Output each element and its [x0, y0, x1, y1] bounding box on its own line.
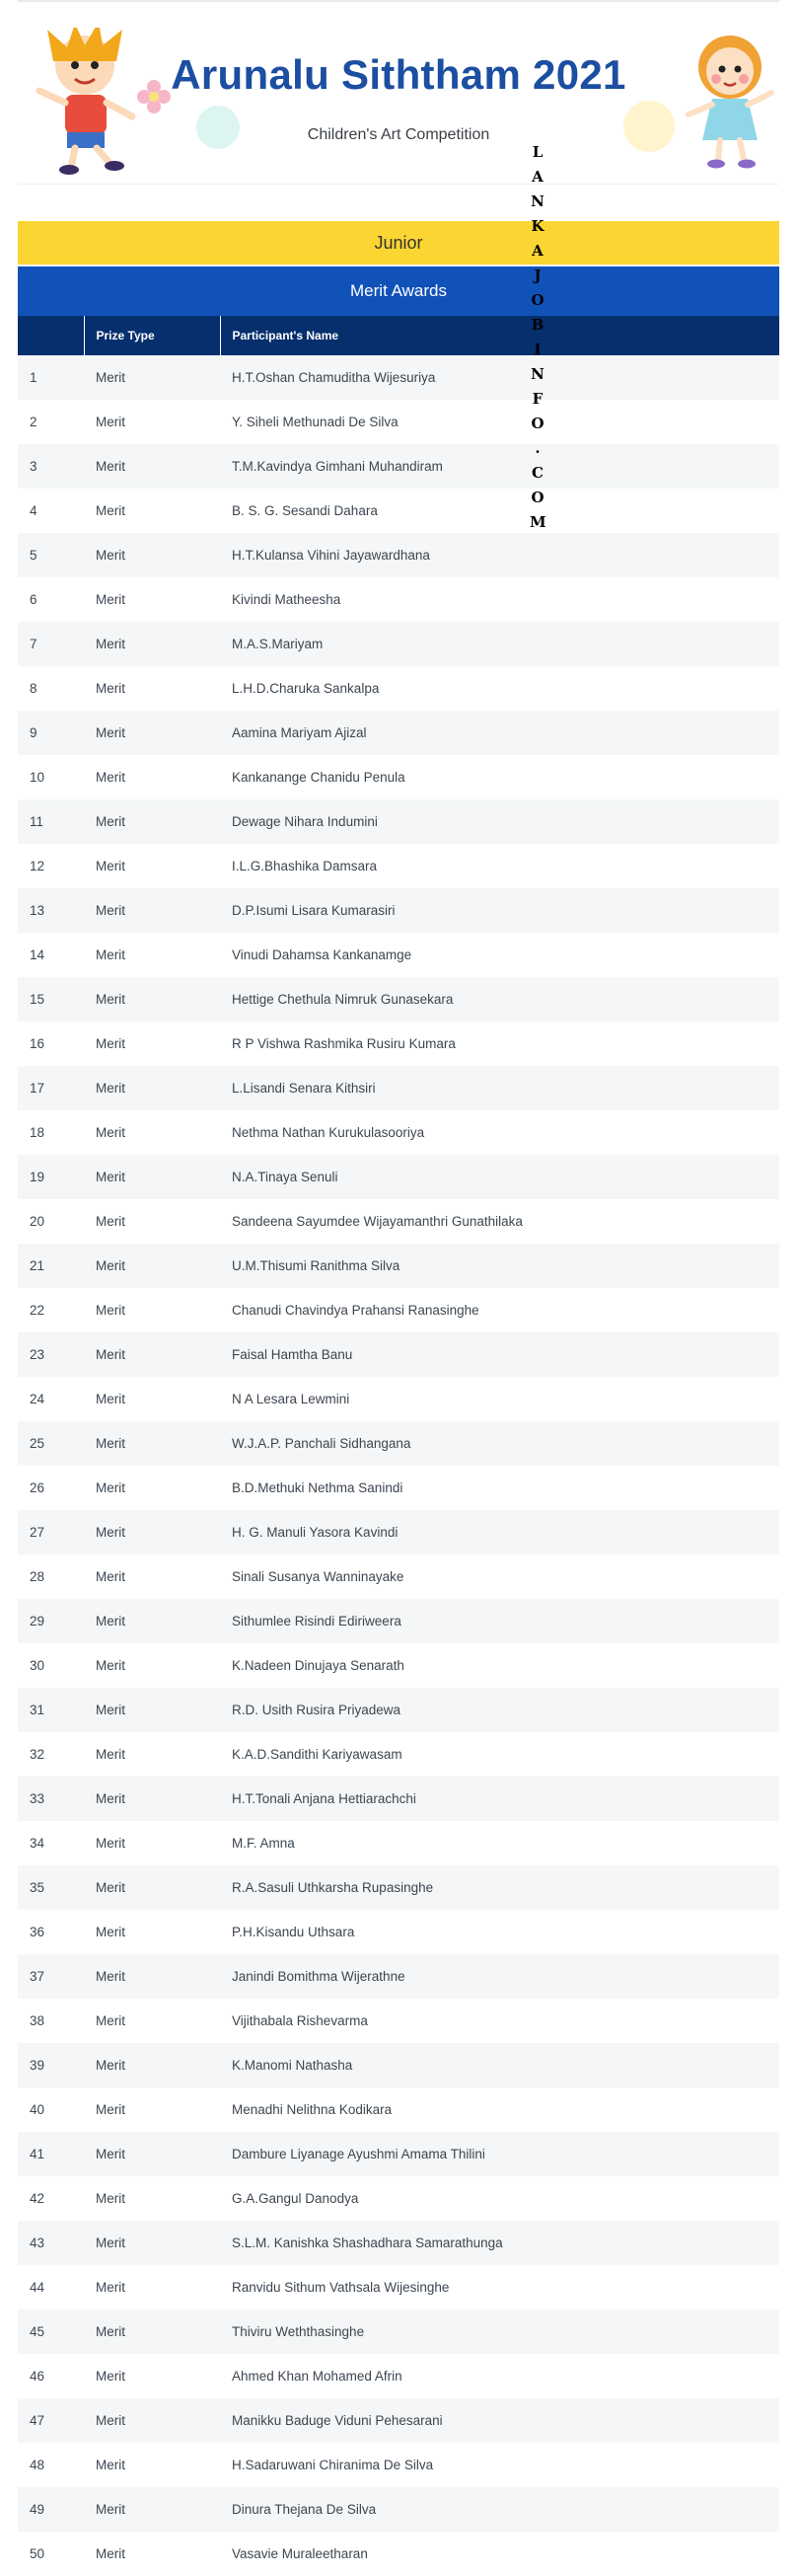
row-number-cell: 29: [18, 1599, 84, 1643]
table-row: [18, 1377, 779, 1421]
row-number-cell: 20: [18, 1199, 84, 1244]
table-row: [18, 2532, 779, 2576]
column-header-number: [18, 316, 84, 355]
participant-name-cell: Dambure Liyanage Ayushmi Amama Thilini: [220, 2132, 779, 2176]
participant-name-cell: Nethma Nathan Kurukulasooriya: [220, 1110, 779, 1155]
participant-name-cell: W.J.A.P. Panchali Sidhangana: [220, 1421, 779, 1466]
participant-name-cell: Vijithabala Rishevarma: [220, 1999, 779, 2043]
table-row: [18, 933, 779, 977]
row-number-cell: 27: [18, 1510, 84, 1554]
row-number-cell: 28: [18, 1554, 84, 1599]
row-number-cell: 19: [18, 1155, 84, 1199]
prize-type-cell: Merit: [84, 2043, 220, 2087]
watermark-letter: M: [530, 513, 546, 531]
participant-name-cell: H.T.Kulansa Vihini Jayawardhana: [220, 533, 779, 577]
watermark-letter: A: [532, 168, 544, 186]
prize-type-cell: Merit: [84, 2310, 220, 2354]
top-divider: [18, 0, 779, 2]
table-row: [18, 1554, 779, 1599]
row-number-cell: 1: [18, 355, 84, 400]
prize-type-cell: Merit: [84, 489, 220, 533]
table-row: [18, 1199, 779, 1244]
prize-type-cell: Merit: [84, 1110, 220, 1155]
row-number-cell: 17: [18, 1066, 84, 1110]
prize-type-cell: Merit: [84, 400, 220, 444]
prize-type-cell: Merit: [84, 355, 220, 400]
participant-name-cell: L.H.D.Charuka Sankalpa: [220, 666, 779, 711]
participant-name-cell: S.L.M. Kanishka Shashadhara Samarathunga: [220, 2221, 779, 2265]
row-number-cell: 15: [18, 977, 84, 1022]
row-number-cell: 12: [18, 844, 84, 888]
prize-type-cell: Merit: [84, 844, 220, 888]
participant-name-cell: R.A.Sasuli Uthkarsha Rupasinghe: [220, 1865, 779, 1910]
watermark-letter: L: [532, 143, 544, 161]
participant-name-cell: Dinura Thejana De Silva: [220, 2487, 779, 2532]
prize-type-cell: Merit: [84, 2443, 220, 2487]
row-number-cell: 31: [18, 1688, 84, 1732]
prize-type-cell: Merit: [84, 1865, 220, 1910]
row-number-cell: 18: [18, 1110, 84, 1155]
prize-type-cell: Merit: [84, 533, 220, 577]
row-number-cell: 32: [18, 1732, 84, 1777]
row-number-cell: 37: [18, 1954, 84, 1999]
watermark-letter: O: [531, 291, 544, 309]
participant-name-cell: Sithumlee Risindi Ediriweera: [220, 1599, 779, 1643]
row-number-cell: 50: [18, 2532, 84, 2576]
participant-name-cell: Vinudi Dahamsa Kankanamge: [220, 933, 779, 977]
prize-type-cell: Merit: [84, 2132, 220, 2176]
table-row: [18, 2398, 779, 2443]
row-number-cell: 38: [18, 1999, 84, 2043]
participant-name-cell: Sinali Susanya Wanninayake: [220, 1554, 779, 1599]
prize-type-cell: Merit: [84, 1377, 220, 1421]
table-row: [18, 1022, 779, 1066]
table-row: [18, 2176, 779, 2221]
prize-type-cell: Merit: [84, 2221, 220, 2265]
participant-name-cell: U.M.Thisumi Ranithma Silva: [220, 1244, 779, 1288]
watermark-letter: C: [532, 464, 544, 482]
prize-type-cell: Merit: [84, 1244, 220, 1288]
row-number-cell: 14: [18, 933, 84, 977]
level-heading: [18, 221, 779, 265]
participant-name-cell: Aamina Mariyam Ajizal: [220, 711, 779, 755]
prize-type-cell: Merit: [84, 933, 220, 977]
participant-name-cell: B. S. G. Sesandi Dahara: [220, 489, 779, 533]
row-number-cell: 44: [18, 2265, 84, 2310]
table-row: [18, 400, 779, 444]
row-number-cell: 22: [18, 1288, 84, 1332]
prize-type-cell: Merit: [84, 755, 220, 799]
participant-name-cell: M.F. Amna: [220, 1821, 779, 1865]
row-number-cell: 35: [18, 1865, 84, 1910]
table-row: [18, 755, 779, 799]
participant-name-cell: H.T.Oshan Chamuditha Wijesuriya: [220, 355, 779, 400]
prize-type-cell: Merit: [84, 444, 220, 489]
table-row: [18, 444, 779, 489]
results-table: [18, 316, 779, 2576]
page-title: Arunalu Siththam 2021: [171, 51, 626, 98]
participant-name-cell: N A Lesara Lewmini: [220, 1377, 779, 1421]
section-heading: [18, 266, 779, 316]
row-number-cell: 43: [18, 2221, 84, 2265]
table-row: [18, 2487, 779, 2532]
prize-type-cell: Merit: [84, 1954, 220, 1999]
prize-type-cell: Merit: [84, 1599, 220, 1643]
row-number-cell: 41: [18, 2132, 84, 2176]
participant-name-cell: D.P.Isumi Lisara Kumarasiri: [220, 888, 779, 933]
table-row: [18, 622, 779, 666]
watermark-letter: I: [534, 341, 542, 358]
watermark-letter: O: [531, 489, 544, 506]
prize-type-cell: Merit: [84, 1910, 220, 1954]
watermark-letter: F: [532, 390, 544, 408]
watermark-letter: J: [534, 266, 542, 284]
table-row: [18, 888, 779, 933]
row-number-cell: 10: [18, 755, 84, 799]
prize-type-cell: Merit: [84, 2354, 220, 2398]
participant-name-cell: R P Vishwa Rashmika Rusiru Kumara: [220, 1022, 779, 1066]
table-row: [18, 533, 779, 577]
participant-name-cell: Menadhi Nelithna Kodikara: [220, 2087, 779, 2132]
participant-name-cell: Faisal Hamtha Banu: [220, 1332, 779, 1377]
table-row: [18, 2265, 779, 2310]
table-row: [18, 2221, 779, 2265]
prize-type-cell: Merit: [84, 1288, 220, 1332]
row-number-cell: 30: [18, 1643, 84, 1688]
row-number-cell: 26: [18, 1466, 84, 1510]
table-row: [18, 1288, 779, 1332]
table-row: [18, 1954, 779, 1999]
watermark-letter: O: [531, 415, 544, 432]
row-number-cell: 23: [18, 1332, 84, 1377]
row-number-cell: 48: [18, 2443, 84, 2487]
prize-type-cell: Merit: [84, 577, 220, 622]
row-number-cell: 45: [18, 2310, 84, 2354]
row-number-cell: 46: [18, 2354, 84, 2398]
row-number-cell: 25: [18, 1421, 84, 1466]
table-row: [18, 1244, 779, 1288]
table-row: [18, 1865, 779, 1910]
participant-name-cell: Manikku Baduge Viduni Pehesarani: [220, 2398, 779, 2443]
participant-name-cell: K.Manomi Nathasha: [220, 2043, 779, 2087]
section-label: Merit Awards: [350, 281, 447, 300]
prize-type-cell: Merit: [84, 1821, 220, 1865]
prize-type-cell: Merit: [84, 1688, 220, 1732]
prize-type-cell: Merit: [84, 977, 220, 1022]
row-number-cell: 5: [18, 533, 84, 577]
prize-type-cell: Merit: [84, 1643, 220, 1688]
table-row: [18, 2354, 779, 2398]
table-row: [18, 1421, 779, 1466]
row-number-cell: 16: [18, 1022, 84, 1066]
table-row: [18, 1732, 779, 1777]
prize-type-cell: Merit: [84, 2532, 220, 2576]
row-number-cell: 49: [18, 2487, 84, 2532]
row-number-cell: 42: [18, 2176, 84, 2221]
row-number-cell: 47: [18, 2398, 84, 2443]
prize-type-cell: Merit: [84, 1999, 220, 2043]
prize-type-cell: Merit: [84, 2487, 220, 2532]
competition-banner: [18, 28, 779, 185]
participant-name-cell: P.H.Kisandu Uthsara: [220, 1910, 779, 1954]
prize-type-cell: Merit: [84, 1332, 220, 1377]
row-number-cell: 4: [18, 489, 84, 533]
table-row: [18, 1066, 779, 1110]
prize-type-cell: Merit: [84, 1421, 220, 1466]
participant-name-cell: Dewage Nihara Indumini: [220, 799, 779, 844]
row-number-cell: 21: [18, 1244, 84, 1288]
prize-type-cell: Merit: [84, 622, 220, 666]
table-row: [18, 1155, 779, 1199]
row-number-cell: 13: [18, 888, 84, 933]
column-header-participant-name: Participant's Name: [220, 316, 779, 355]
participant-name-cell: H.T.Tonali Anjana Hettiarachchi: [220, 1777, 779, 1821]
table-row: [18, 1999, 779, 2043]
cartoon-girl-illustration: [681, 28, 779, 172]
row-number-cell: 33: [18, 1777, 84, 1821]
table-row: [18, 2310, 779, 2354]
watermark-letter: B: [531, 316, 544, 334]
participant-name-cell: N.A.Tinaya Senuli: [220, 1155, 779, 1199]
row-number-cell: 40: [18, 2087, 84, 2132]
page-subtitle: Children's Art Competition: [307, 126, 490, 143]
row-number-cell: 2: [18, 400, 84, 444]
column-header-prize-type: Prize Type: [84, 316, 220, 355]
prize-type-cell: Merit: [84, 2265, 220, 2310]
participant-name-cell: G.A.Gangul Danodya: [220, 2176, 779, 2221]
level-label: Junior: [374, 232, 423, 253]
prize-type-cell: Merit: [84, 1732, 220, 1777]
table-row: [18, 355, 779, 400]
row-number-cell: 6: [18, 577, 84, 622]
prize-type-cell: Merit: [84, 1022, 220, 1066]
participant-name-cell: M.A.S.Mariyam: [220, 622, 779, 666]
site-watermark: [530, 140, 545, 535]
prize-type-cell: Merit: [84, 1466, 220, 1510]
table-row: [18, 711, 779, 755]
participant-name-cell: Thiviru Weththasinghe: [220, 2310, 779, 2354]
prize-type-cell: Merit: [84, 1510, 220, 1554]
table-row: [18, 577, 779, 622]
table-row: [18, 1821, 779, 1865]
table-row: [18, 2043, 779, 2087]
participant-name-cell: Vasavie Muraleetharan: [220, 2532, 779, 2576]
participant-name-cell: B.D.Methuki Nethma Sanindi: [220, 1466, 779, 1510]
table-row: [18, 1110, 779, 1155]
participant-name-cell: Chanudi Chavindya Prahansi Ranasinghe: [220, 1288, 779, 1332]
table-row: [18, 1777, 779, 1821]
participant-name-cell: Hettige Chethula Nimruk Gunasekara: [220, 977, 779, 1022]
watermark-letter: .: [535, 439, 541, 457]
participant-name-cell: K.A.D.Sandithi Kariyawasam: [220, 1732, 779, 1777]
prize-type-cell: Merit: [84, 1777, 220, 1821]
row-number-cell: 34: [18, 1821, 84, 1865]
participant-name-cell: Y. Siheli Methunadi De Silva: [220, 400, 779, 444]
prize-type-cell: Merit: [84, 799, 220, 844]
table-row: [18, 1510, 779, 1554]
participant-name-cell: H. G. Manuli Yasora Kavindi: [220, 1510, 779, 1554]
participant-name-cell: Sandeena Sayumdee Wijayamanthri Gunathilaka: [220, 1199, 779, 1244]
table-row: [18, 2443, 779, 2487]
prize-type-cell: Merit: [84, 711, 220, 755]
row-number-cell: 7: [18, 622, 84, 666]
watermark-letter: N: [531, 192, 544, 210]
table-row: [18, 844, 779, 888]
participant-name-cell: Kivindi Matheesha: [220, 577, 779, 622]
participant-name-cell: Ahmed Khan Mohamed Afrin: [220, 2354, 779, 2398]
participant-name-cell: Kankanange Chanidu Penula: [220, 755, 779, 799]
table-header-row: [18, 316, 779, 355]
table-row: [18, 1599, 779, 1643]
participant-name-cell: R.D. Usith Rusira Priyadewa: [220, 1688, 779, 1732]
participant-name-cell: Ranvidu Sithum Vathsala Wijesinghe: [220, 2265, 779, 2310]
participant-name-cell: Janindi Bomithma Wijerathne: [220, 1954, 779, 1999]
prize-type-cell: Merit: [84, 1199, 220, 1244]
row-number-cell: 39: [18, 2043, 84, 2087]
participant-name-cell: T.M.Kavindya Gimhani Muhandiram: [220, 444, 779, 489]
prize-type-cell: Merit: [84, 888, 220, 933]
table-row: [18, 1332, 779, 1377]
table-row: [18, 489, 779, 533]
row-number-cell: 11: [18, 799, 84, 844]
watermark-letter: A: [532, 242, 544, 260]
watermark-letter: K: [531, 217, 544, 235]
prize-type-cell: Merit: [84, 2398, 220, 2443]
prize-type-cell: Merit: [84, 2087, 220, 2132]
prize-type-cell: Merit: [84, 666, 220, 711]
table-row: [18, 799, 779, 844]
table-row: [18, 1910, 779, 1954]
row-number-cell: 3: [18, 444, 84, 489]
row-number-cell: 8: [18, 666, 84, 711]
table-row: [18, 1688, 779, 1732]
prize-type-cell: Merit: [84, 1155, 220, 1199]
table-row: [18, 2087, 779, 2132]
watermark-letter: N: [531, 365, 544, 383]
prize-type-cell: Merit: [84, 2176, 220, 2221]
participant-name-cell: K.Nadeen Dinujaya Senarath: [220, 1643, 779, 1688]
table-row: [18, 666, 779, 711]
table-row: [18, 2132, 779, 2176]
row-number-cell: 24: [18, 1377, 84, 1421]
participant-name-cell: H.Sadaruwani Chiranima De Silva: [220, 2443, 779, 2487]
table-row: [18, 977, 779, 1022]
row-number-cell: 9: [18, 711, 84, 755]
row-number-cell: 36: [18, 1910, 84, 1954]
table-row: [18, 1466, 779, 1510]
participant-name-cell: L.Lisandi Senara Kithsiri: [220, 1066, 779, 1110]
table-row: [18, 1643, 779, 1688]
prize-type-cell: Merit: [84, 1066, 220, 1110]
prize-type-cell: Merit: [84, 1554, 220, 1599]
participant-name-cell: I.L.G.Bhashika Damsara: [220, 844, 779, 888]
